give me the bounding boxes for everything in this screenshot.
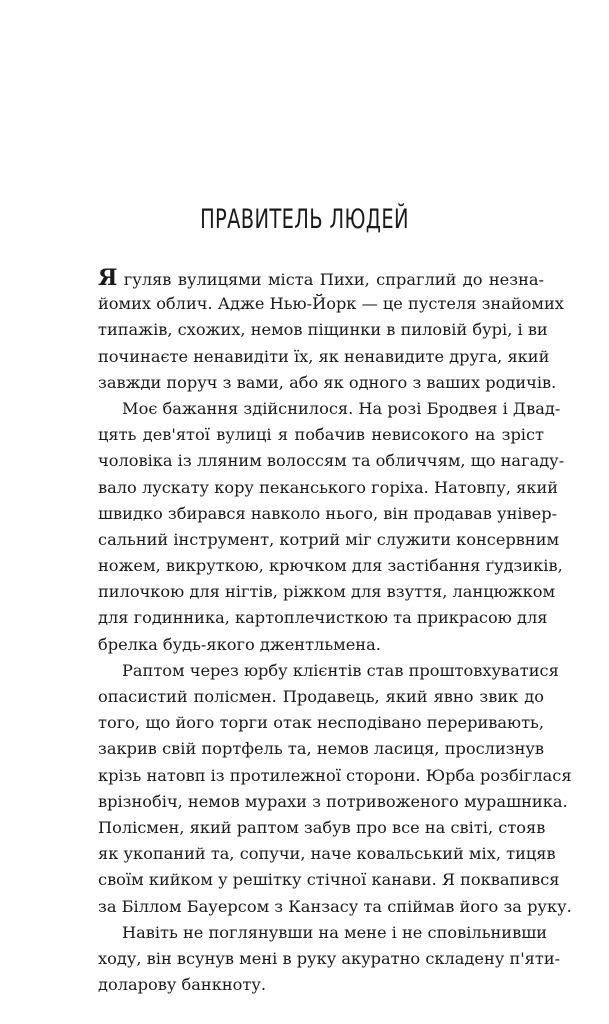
body-line: пилочкою для нігтів, ріжком для взуття, ланцюжком (98, 582, 556, 602)
drop-cap: Я (98, 265, 118, 291)
body-line: своїм кийком у решітку стічної канави. Я поквапився (98, 870, 560, 890)
body-line: за Біллом Бауерсом з Канзасу та спіймав його за руку. (98, 896, 572, 916)
body-line: опасистий полісмен. Продавець, який явно звик до (98, 687, 544, 706)
body-line: сальний інструмент, котрий міг служити консервним (98, 529, 560, 549)
body-line: ножем, викруткою, крючком для застібання ґудзиків, (98, 556, 563, 576)
body-line: Моє бажання здійснилося. На розі Бродвея і Двад- (122, 398, 561, 418)
body-line: Раптом через юрбу клієнтів став проштовхуватися (122, 660, 559, 680)
body-line: швидко збирався навколо нього, він продавав універ- (98, 503, 558, 523)
chapter-title: ПРАВИТЕЛЬ ЛЮДЕЙ (200, 204, 409, 235)
body-line: брелка будь-якого джентльмена. (98, 634, 381, 654)
body-line: Полісмен, який раптом забув про все на світі, стояв (98, 817, 546, 837)
body-line: типажів, схожих, немов піщинки в пиловій бурі, і ви (98, 320, 548, 340)
body-line: для годинника, картоплечисткою та прикрасою для (98, 608, 548, 628)
body-line: як укопаний та, сопучи, наче ковальський міх, тицяв (98, 844, 556, 864)
body-line: закрив свій портфель та, немов ласиця, прослизнув (98, 739, 544, 759)
body-line: того, що його торги отак несподівано переривають, (98, 713, 544, 733)
body-line: йомих облич. Адже Нью-Йорк — це пустеля знайомих (98, 294, 564, 314)
body-line: чоловіка із лляним волоссям та обличчям, що нагаду- (98, 451, 565, 471)
body-line: Я гуляв вулицями міста Пихи, спраглий до незна- (98, 265, 544, 291)
body-line: врізнобіч, немов мурахи з потривоженого мурашника. (98, 791, 568, 811)
body-line: ходу, він всунув мені в руку акуратно складену п'яти- (98, 948, 561, 968)
body-line: вало лускату кору пеканського горіха. Натовпу, який (98, 477, 559, 497)
body-line: цять дев'ятої вулиці я побачив невисокого на зріст (98, 425, 544, 445)
body-line: доларову банкноту. (98, 975, 267, 995)
body-line: крізь натовп із протилежної сторони. Юрба розбіглася (98, 765, 572, 785)
body-line: Навіть не поглянувши на мене і не сповільнивши (122, 922, 548, 942)
body-line: завжди поруч з вами, або як одного з ваших родичів. (98, 372, 557, 392)
body-line: починаєте ненавидіти їх, як ненавидите друга, який (98, 346, 550, 366)
chapter-body (98, 265, 572, 998)
